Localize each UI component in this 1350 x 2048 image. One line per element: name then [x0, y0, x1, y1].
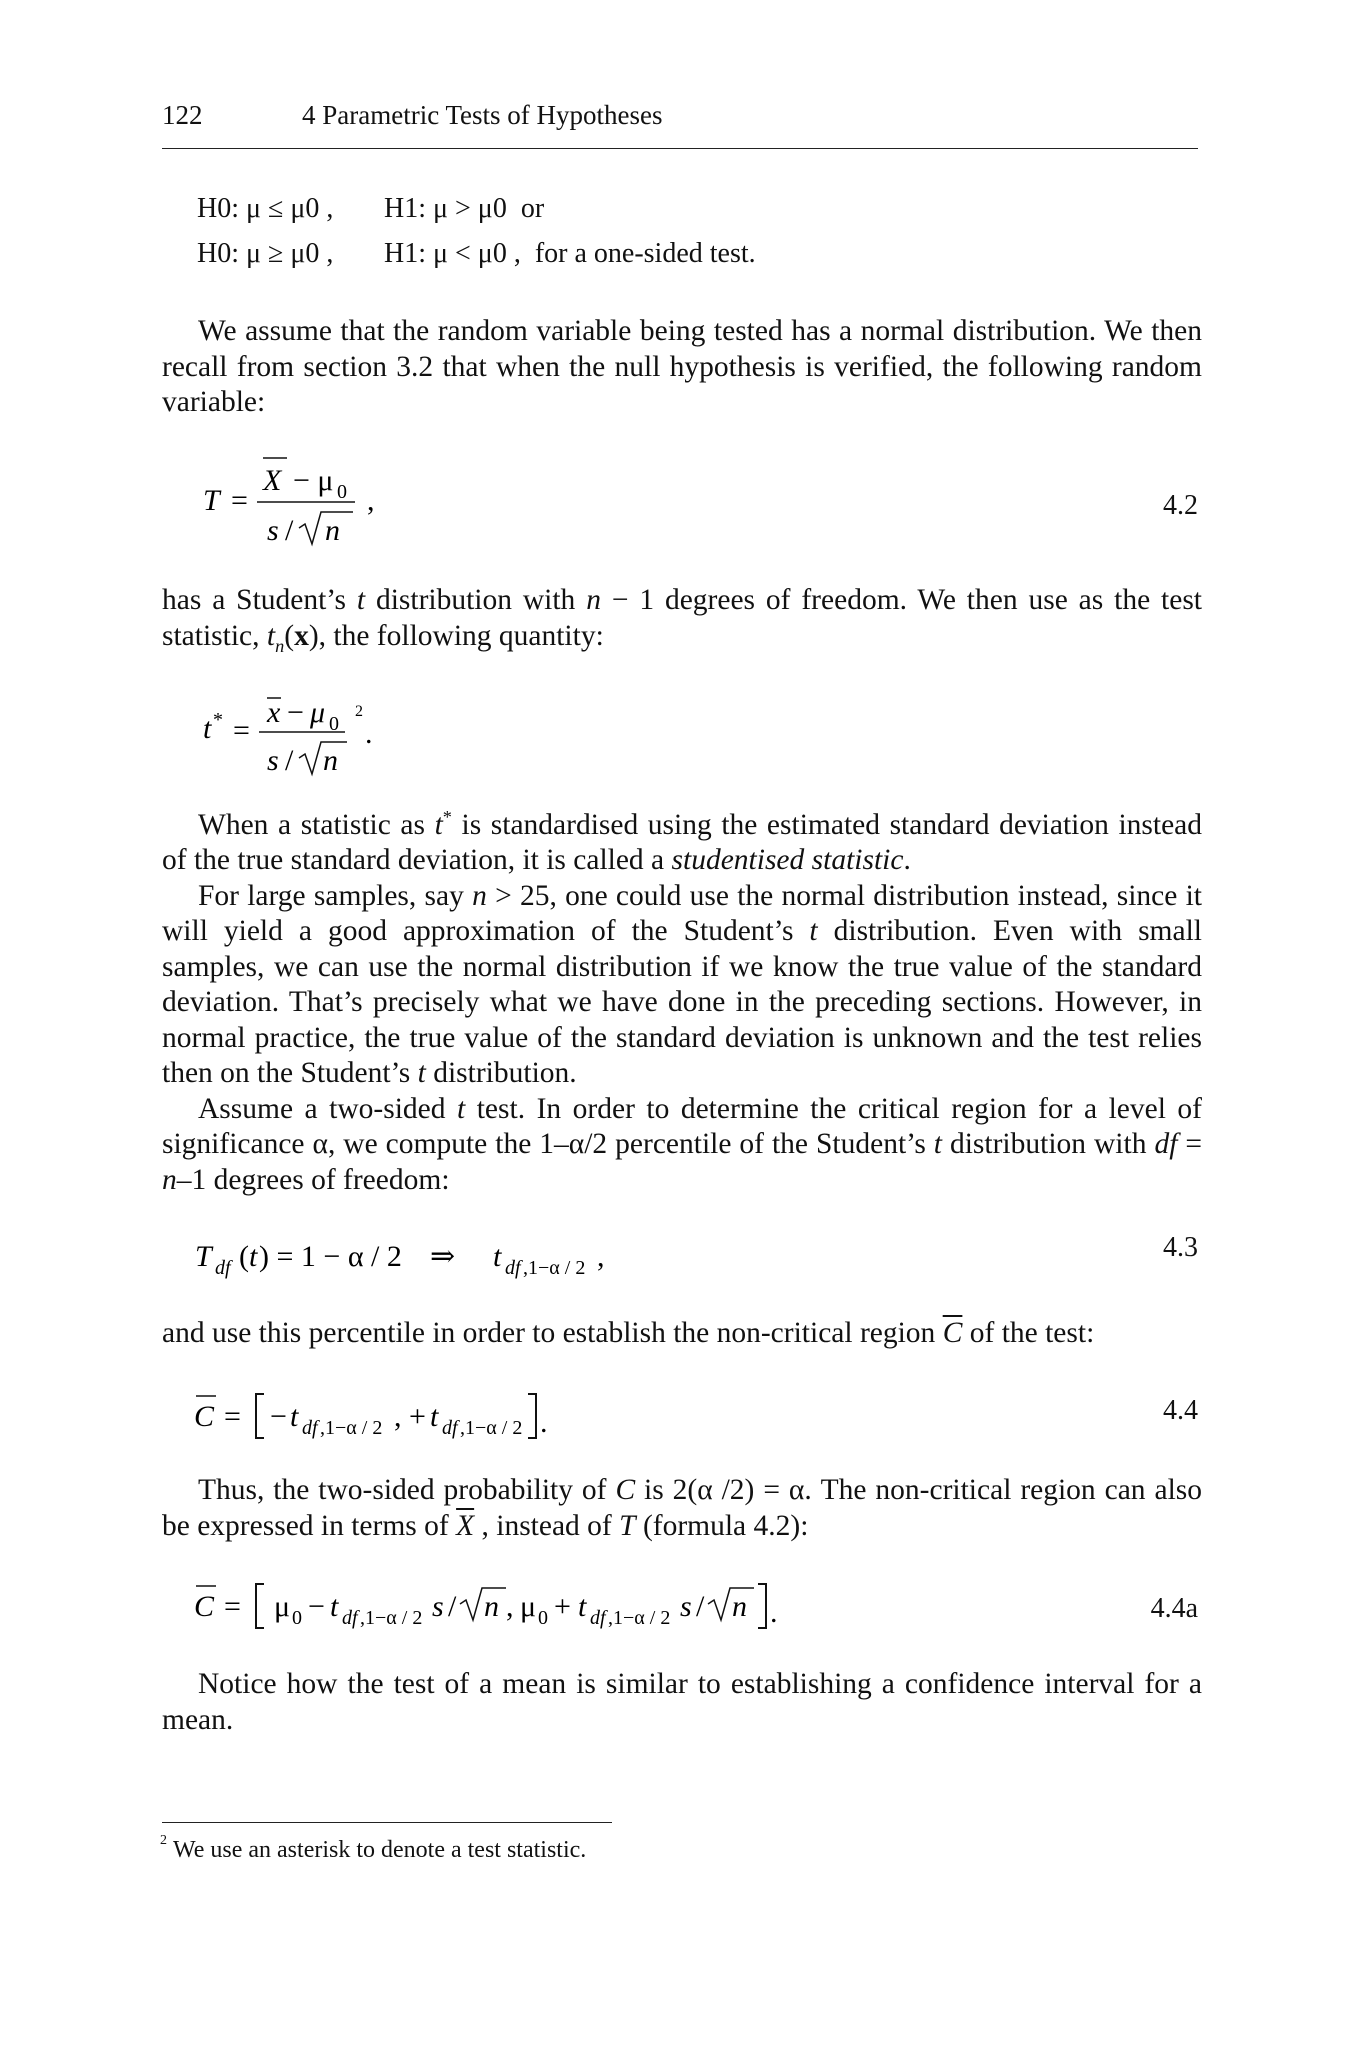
- svg-text:−: −: [308, 1590, 325, 1623]
- svg-text:t: t: [430, 1400, 439, 1433]
- equation-4-4-graphic: [188, 1380, 608, 1450]
- equation-t-star-graphic: [195, 688, 395, 788]
- svg-text:n: n: [732, 1590, 747, 1623]
- equation-number-4-4: 4.4: [1163, 1395, 1198, 1426]
- hypothesis-line-1: [197, 193, 545, 225]
- paragraph-4: For large samples, say n > 25, one could use the normal distribution instead, since it will yield a good approximation of the Student’s t distribution. Even with small samples, we can use the normal distribution if we know the true value of the standard deviation. That’s precisely what we have done in the preceding sections. However, in normal practice, the true value of the standard deviation is unknown and the test relies then on the Student’s t distribution.: [162, 879, 1202, 1090]
- h0-upper: H0: μ ≤ μ0 ,: [197, 193, 334, 224]
- paragraph-3: When a statistic as t* is standardised using the estimated standard deviation instead of the true standard deviation, it is called a studentised statistic.: [162, 807, 1203, 877]
- h1-lower: H1: μ < μ0 ,: [384, 238, 521, 269]
- equation-4-2: [195, 448, 395, 563]
- svg-text:x: x: [267, 696, 281, 729]
- paragraph-1: We assume that the random variable being tested has a normal distribution. We then recall from section 3.2 that when the null hypothesis is verified, the following random variable:: [162, 315, 1202, 418]
- footnote-rule: [162, 1822, 612, 1823]
- svg-text:/: /: [448, 1590, 457, 1623]
- svg-text:/: /: [696, 1590, 705, 1623]
- svg-text:t: t: [578, 1590, 587, 1623]
- svg-text:*: *: [213, 709, 223, 731]
- equation-number-4-4a: 4.4a: [1150, 1593, 1198, 1624]
- svg-text:C: C: [194, 1400, 215, 1433]
- svg-text:−: −: [270, 1400, 287, 1433]
- svg-text:df: df: [590, 1607, 606, 1629]
- svg-text:=: =: [224, 1590, 241, 1623]
- equation-4-3-graphic: [195, 1228, 655, 1288]
- svg-text:n: n: [325, 514, 340, 547]
- svg-text:df: df: [302, 1417, 318, 1439]
- svg-text:df: df: [342, 1607, 358, 1629]
- equation-number-4-3: 4.3: [1163, 1232, 1198, 1263]
- svg-text:,: ,: [506, 1590, 514, 1623]
- svg-text:μ: μ: [520, 1590, 537, 1623]
- svg-text:/: /: [285, 514, 294, 547]
- svg-text:T: T: [195, 1240, 212, 1273]
- svg-text:μ: μ: [310, 696, 326, 729]
- equation-t-star: [195, 688, 395, 793]
- svg-text:μ: μ: [274, 1590, 291, 1623]
- svg-text:C: C: [194, 1590, 215, 1623]
- svg-text:t: t: [249, 1240, 258, 1273]
- hypothesis-line-2: [197, 238, 756, 270]
- svg-text:+: +: [554, 1590, 571, 1623]
- svg-text:t: t: [203, 712, 212, 745]
- svg-text:T: T: [203, 484, 220, 517]
- footnote-reference: 2: [355, 703, 363, 720]
- header-rule: [162, 148, 1198, 149]
- equation-4-2-graphic: [195, 448, 395, 558]
- equation-4-4: [188, 1380, 608, 1455]
- paragraph-5: Assume a two-sided t test. In order to determine the critical region for a level of significance α, we compute the 1–α/2 percentile of the Student’s t distribution with df = n–1 degrees of freedom:: [162, 1092, 1203, 1196]
- paragraph-7: Thus, the two-sided probability of C is 2(α /2) = α. The non-critical region can also be expressed in terms of $\overline{X}$ , instead of T (formula 4.2):: [162, 1474, 1202, 1542]
- one-sided-note: for a one-sided test.: [534, 238, 756, 269]
- svg-text:, +: , +: [394, 1400, 426, 1433]
- footnote-text: We use an asterisk to denote a test statistic.: [173, 1837, 587, 1863]
- h0-lower: H0: μ ≥ μ0 ,: [197, 238, 334, 269]
- paragraph-6: and use this percentile in order to establish the non-critical region $\overline{C}$ of the test:: [162, 1317, 1095, 1349]
- svg-text:− μ: − μ: [293, 464, 334, 497]
- svg-text:.: .: [770, 1596, 778, 1629]
- running-header: [162, 100, 663, 131]
- equation-number-4-2: 4.2: [1163, 490, 1198, 521]
- svg-text:s: s: [267, 744, 279, 777]
- or-word: or: [520, 193, 545, 224]
- svg-text:(: (: [239, 1240, 249, 1273]
- equation-4-4a: [188, 1570, 848, 1645]
- svg-text:df: df: [505, 1257, 521, 1279]
- svg-text:,: ,: [597, 1240, 605, 1273]
- page-number: 122: [162, 100, 203, 130]
- svg-text:⇒: ⇒: [430, 1240, 456, 1273]
- svg-text:,1−α / 2: ,1−α / 2: [360, 1607, 423, 1629]
- paragraph-8: Notice how the test of a mean is similar to establishing a confidence interval for a mean.: [162, 1668, 1202, 1736]
- svg-text:0: 0: [337, 481, 347, 503]
- svg-text:0: 0: [329, 713, 339, 735]
- h1-upper: H1: μ > μ0: [384, 193, 507, 224]
- svg-text:=: =: [224, 1400, 241, 1433]
- svg-text:s: s: [432, 1590, 444, 1623]
- svg-text:X: X: [263, 464, 282, 497]
- svg-text:−: −: [287, 696, 304, 729]
- svg-text:) = 1 − α / 2: ) = 1 − α / 2: [259, 1240, 402, 1273]
- svg-text:=: =: [231, 484, 248, 517]
- svg-text:t: t: [330, 1590, 339, 1623]
- svg-text:s: s: [680, 1590, 692, 1623]
- equation-4-3: [195, 1228, 655, 1296]
- svg-text:t: t: [290, 1400, 299, 1433]
- svg-text:df: df: [442, 1417, 458, 1439]
- equation-4-4a-graphic: [188, 1570, 848, 1640]
- svg-text:.: .: [540, 1406, 548, 1439]
- svg-text:0: 0: [292, 1607, 302, 1629]
- footnote: [160, 1833, 587, 1864]
- chapter-title: 4 Parametric Tests of Hypotheses: [302, 100, 663, 130]
- svg-text:,1−α / 2: ,1−α / 2: [523, 1257, 586, 1279]
- paragraph-2: has a Student’s t distribution with n − 1 degrees of freedom. We then use as the test statistic, $t_n(x)$, the following quantity:: [162, 584, 1202, 656]
- svg-text:,: ,: [367, 484, 375, 517]
- paragraph-3-5: [162, 800, 1202, 1198]
- svg-text:/: /: [285, 744, 294, 777]
- svg-text:.: .: [365, 717, 373, 750]
- svg-text:,1−α / 2: ,1−α / 2: [608, 1607, 671, 1629]
- footnote-mark: 2: [160, 1833, 167, 1848]
- svg-text:n: n: [484, 1590, 499, 1623]
- svg-text:0: 0: [538, 1607, 548, 1629]
- svg-text:t: t: [493, 1240, 502, 1273]
- svg-text:df: df: [215, 1257, 231, 1279]
- svg-text:n: n: [323, 744, 338, 777]
- svg-text:,1−α / 2: ,1−α / 2: [320, 1417, 383, 1439]
- svg-text:s: s: [267, 514, 279, 547]
- svg-text:=: =: [233, 714, 250, 747]
- svg-text:,1−α / 2: ,1−α / 2: [460, 1417, 523, 1439]
